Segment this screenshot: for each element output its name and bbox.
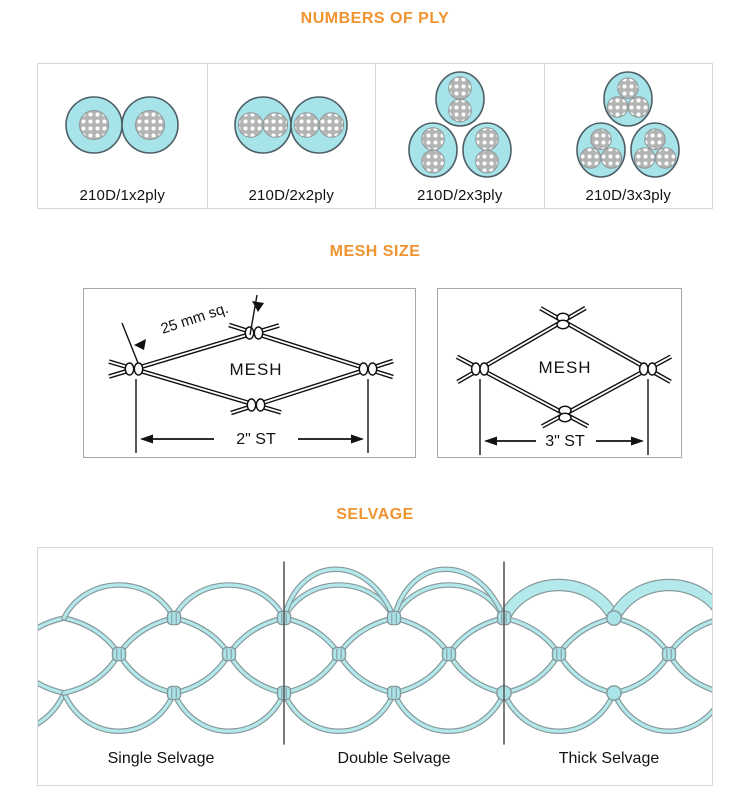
ply-diagram-2x2-icon (207, 69, 375, 181)
ply-cell-2x2 (207, 64, 376, 208)
mesh-stretch-label: 2" ST (236, 431, 276, 448)
ply-cell-2x3 (375, 64, 544, 208)
mesh-diagram-3inch (437, 288, 682, 458)
ply-diagram-1x2-icon (38, 69, 206, 181)
section-heading-mesh-size: MESH SIZE (329, 243, 421, 260)
ply-label: 210D/3x3ply (585, 187, 672, 204)
mesh-center-label: MESH (229, 360, 283, 379)
mesh-3inch-drawing (438, 289, 681, 457)
mesh-center-label: MESH (538, 358, 592, 377)
selvage-label-thick: Thick Selvage (558, 750, 660, 767)
mesh-square-size-label: 25 mm sq. (158, 299, 231, 338)
selvage-net-drawing (38, 548, 712, 746)
ply-diagram-3x3-icon (544, 69, 712, 181)
ply-diagram-2x3-icon (376, 69, 544, 181)
ply-grid (37, 63, 713, 209)
section-heading-numbers-of-ply: NUMBERS OF PLY (300, 10, 450, 27)
section-heading-selvage: SELVAGE (336, 506, 414, 523)
mesh-diagram-2inch (83, 288, 416, 458)
mesh-2inch-drawing (84, 289, 415, 457)
selvage-label-single: Single Selvage (107, 750, 215, 767)
ply-cell-3x3 (544, 64, 713, 208)
selvage-label-double: Double Selvage (337, 750, 451, 767)
selvage-panel (37, 547, 713, 786)
ply-label: 210D/2x2ply (248, 187, 335, 204)
ply-cell-1x2 (38, 64, 207, 208)
ply-label: 210D/2x3ply (416, 187, 503, 204)
ply-label: 210D/1x2ply (79, 187, 166, 204)
mesh-stretch-label: 3" ST (545, 433, 585, 450)
